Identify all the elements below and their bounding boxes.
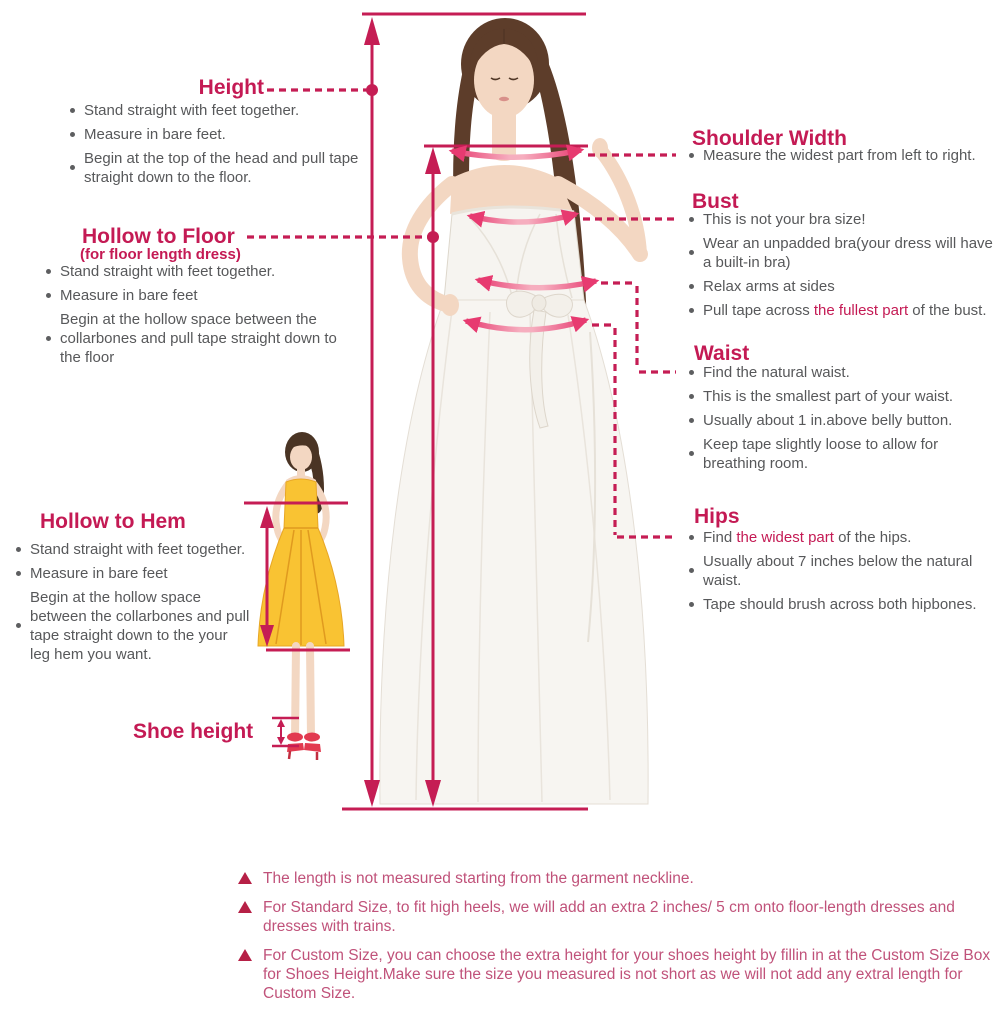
list-item: Tape should brush across both hipbones.: [685, 595, 991, 614]
list-item: Stand straight with feet together.: [42, 262, 352, 281]
list-item: Begin at the top of the head and pull tape straight down to the floor.: [66, 149, 366, 187]
height-list: [66, 101, 366, 192]
shoulder-width-title: Shoulder Width: [692, 127, 847, 150]
list-item: Stand straight with feet together.: [12, 540, 250, 559]
hollow-to-hem-title: Hollow to Hem: [40, 510, 186, 533]
footnotes: [238, 869, 1000, 1013]
list-item: Begin at the hollow space between the collarbones and pull tape straight down to the floor: [42, 310, 352, 367]
small-model-figure: [258, 432, 344, 760]
hollow-to-floor-title: Hollow to Floor: [82, 225, 235, 248]
list-item: Measure in bare feet.: [66, 125, 366, 144]
height-measure-line: [364, 17, 380, 807]
hollow-to-floor-subtitle: (for floor length dress): [80, 246, 241, 263]
waist-title: Waist: [694, 342, 750, 365]
list-item: Keep tape slightly loose to allow for breathing room.: [685, 435, 995, 473]
list-item: Find the widest part of the hips.: [685, 528, 991, 547]
list-item: This is the smallest part of your waist.: [685, 387, 995, 406]
list-item: Usually about 1 in.above belly button.: [685, 411, 995, 430]
list-item: Measure in bare feet: [42, 286, 352, 305]
footnote: The length is not measured starting from the garment neckline.: [238, 869, 1000, 888]
list-item: Usually about 7 inches below the natural waist.: [685, 552, 991, 590]
warning-triangle-icon: [238, 949, 252, 961]
list-item: This is not your bra size!: [685, 210, 995, 229]
list-item: Begin at the hollow space between the collarbones and pull tape straight down to the your leg hem you want.: [12, 588, 250, 664]
list-item: Stand straight with feet together.: [66, 101, 366, 120]
footnote: For Standard Size, to fit high heels, we will add an extra 2 inches/ 5 cm onto floor-length dresses and dresses with trains.: [238, 898, 1000, 936]
hollow-to-hem-list: [12, 540, 250, 669]
shoulder-tape-arrow: [452, 150, 581, 157]
bust-list: [685, 210, 995, 325]
bust-title: Bust: [692, 190, 739, 213]
main-model-figure: [380, 18, 648, 804]
waist-list: [685, 363, 995, 478]
list-item: Measure in bare feet: [12, 564, 250, 583]
hips-list: [685, 528, 991, 619]
height-title: Height: [198, 76, 264, 99]
waist-connector: [601, 283, 676, 372]
hips-title: Hips: [694, 505, 740, 528]
shoulder-width-list: [685, 146, 995, 170]
list-item: Measure the widest part from left to right.: [685, 146, 995, 165]
list-item: Wear an unpadded bra(your dress will have a built-in bra): [685, 234, 995, 272]
warning-triangle-icon: [238, 901, 252, 913]
list-item: Relax arms at sides: [685, 277, 995, 296]
hollow-to-floor-list: [42, 262, 352, 372]
footnote: For Custom Size, you can choose the extra height for your shoes height by fillin in at the Custom Size Box for Shoes Height.Make sure the size you measured is not short as we will not add any extral length for Custom Size.: [238, 946, 1000, 1003]
list-item: Find the natural waist.: [685, 363, 995, 382]
shoe-height-title: Shoe height: [133, 720, 254, 743]
warning-triangle-icon: [238, 872, 252, 884]
list-item: Pull tape across the fullest part of the bust.: [685, 301, 995, 320]
